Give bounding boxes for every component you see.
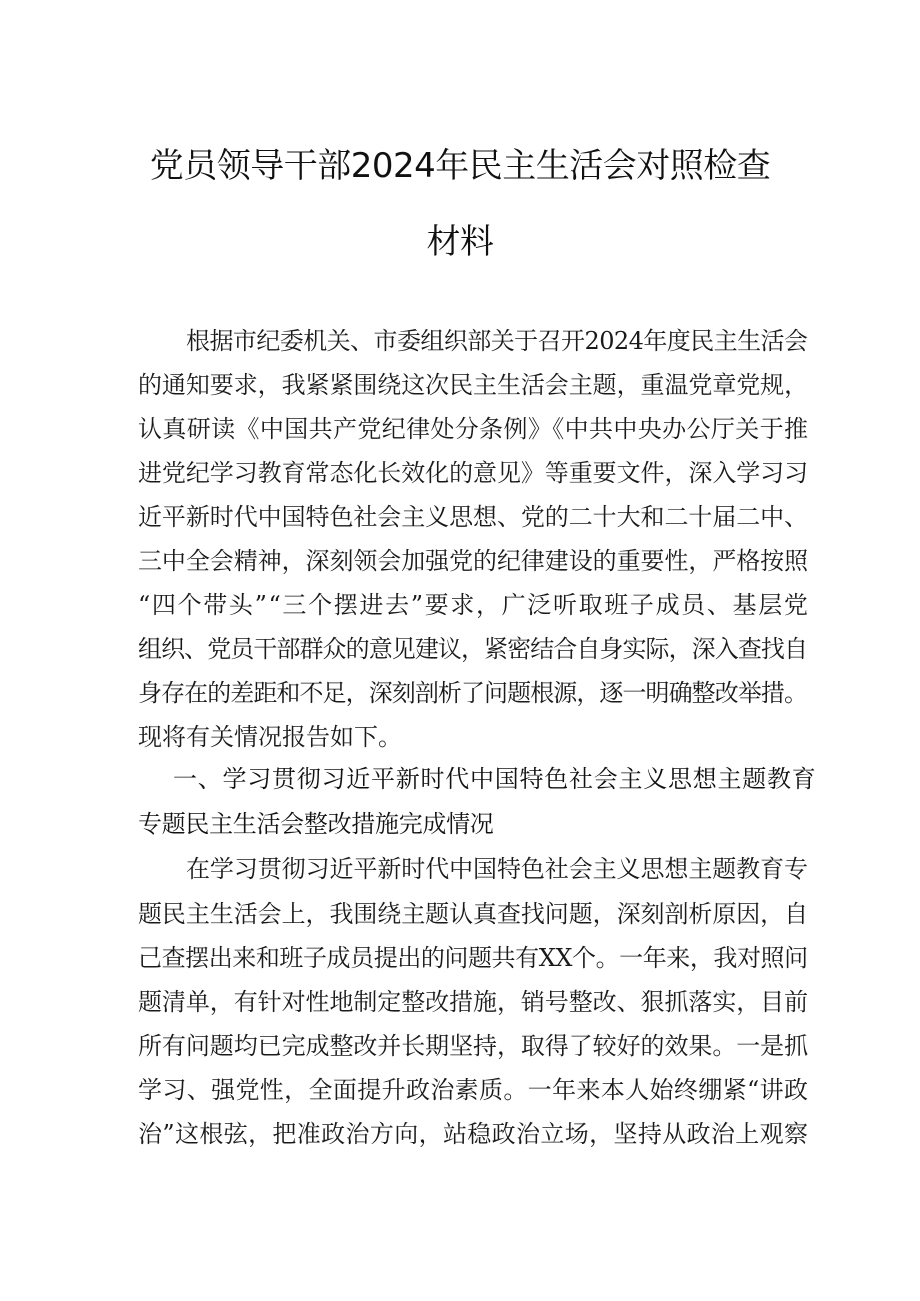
body-line: 题民主生活会上，我围绕主题认真查找问题，深刻剖析原因，自 (138, 900, 809, 928)
body-line: 身存在的差距和不足，深刻剖析了问题根源，逐一明确整改举措。 (138, 679, 808, 707)
body-line: 组织、党员干部群众的意见建议，紧密结合自身实际，深入查找自 (138, 635, 808, 663)
body-line: 题清单，有针对性地制定整改措施，销号整改、狠抓落实，目前 (138, 988, 809, 1016)
document-title-line-2: 材料 (426, 222, 494, 262)
body-line: 三中全会精神，深刻领会加强党的纪律建设的重要性，严格按照 (138, 547, 809, 575)
body-line: 所有问题均已完成整改并长期坚持，取得了较好的效果。一是抓 (138, 1032, 809, 1060)
section-heading-line-1: 一、学习贯彻习近平新时代中国特色社会主义思想主题教育 (173, 765, 817, 793)
body-line: 进党纪学习教育常态化长效化的意见》等重要文件，深入学习习 (138, 459, 809, 487)
document-title-line-1: 党员领导干部2024年民主生活会对照检查 (149, 146, 771, 186)
body-line: 现将有关情况报告如下。 (138, 723, 402, 751)
body-line: 近平新时代中国特色社会主义思想、党的二十大和二十届二中、 (138, 503, 809, 531)
body-line: 的通知要求，我紧紧围绕这次民主生活会主题，重温党章党规， (138, 371, 809, 399)
body-line: 根据市纪委机关、市委组织部关于召开2024年度民主生活会 (186, 327, 808, 355)
body-line: 治”这根弦，把准政治方向，站稳政治立场，坚持从政治上观察 (138, 1120, 809, 1148)
section-heading-line-2: 专题民主生活会整改措施完成情况 (138, 810, 494, 838)
body-line: 在学习贯彻习近平新时代中国特色社会主义思想主题教育专 (186, 855, 808, 883)
body-line: 认真研读《中国共产党纪律处分条例》《中共中央办公厅关于推 (138, 415, 809, 443)
body-line: “四个带头”“三个摆进去”要求，广泛听取班子成员、基层党 (138, 591, 810, 619)
body-line: 己查摆出来和班子成员提出的问题共有XX个。一年来，我对照问 (138, 944, 808, 972)
body-line: 学习、强党性，全面提升政治素质。一年来本人始终绷紧“讲政 (138, 1076, 809, 1104)
